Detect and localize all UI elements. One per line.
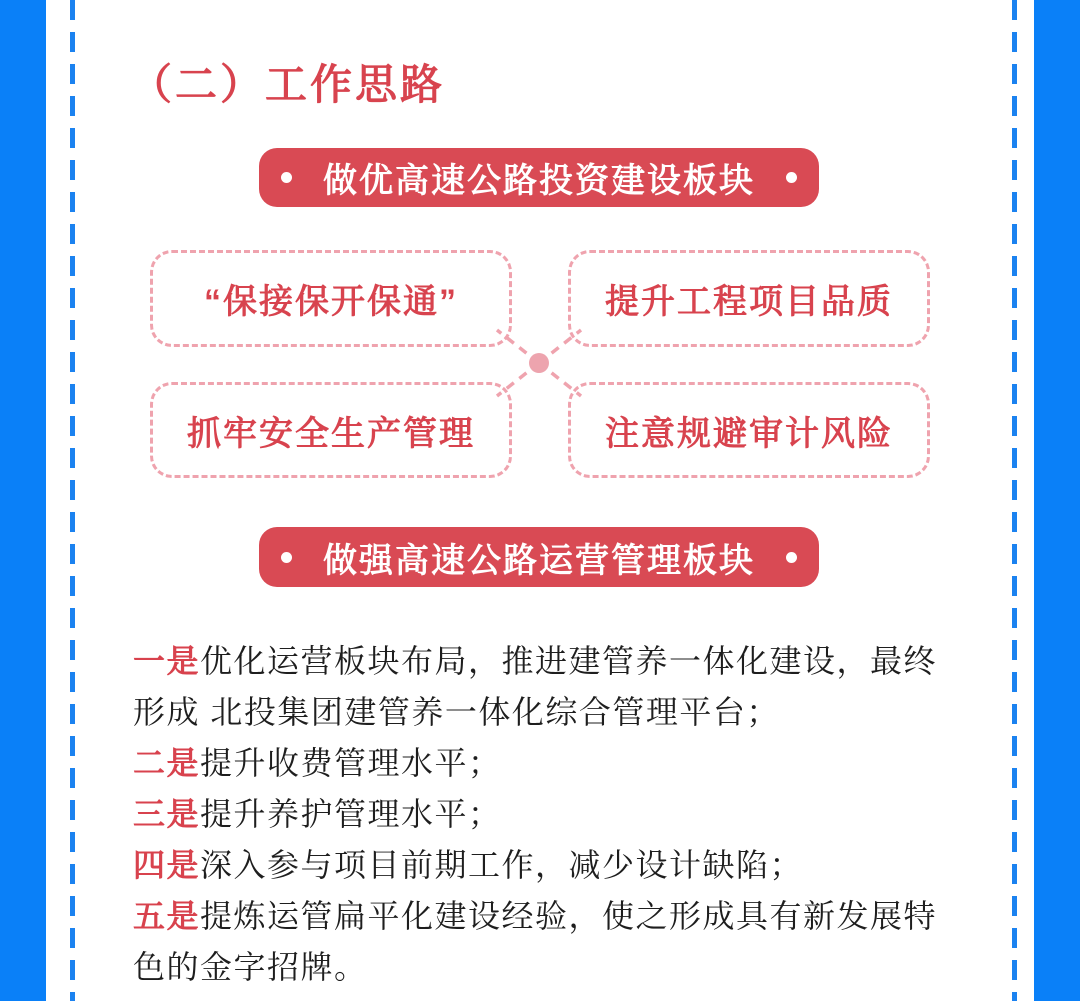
feature-box-label: 提升工程项目品质 (605, 283, 893, 321)
paragraph-lead: 五是 (133, 898, 201, 934)
banner-operation-management (259, 527, 819, 587)
feature-box-label: “保接保开保通” (204, 283, 458, 321)
feature-box-baojie (150, 250, 512, 347)
paragraph-item (133, 636, 953, 738)
bullet-dot-icon (786, 172, 797, 183)
work-plan-paragraphs (133, 636, 953, 993)
right-dashed-line (1012, 0, 1017, 1001)
feature-box-label: 抓牢安全生产管理 (187, 414, 475, 453)
paragraph-text: 深入参与项目前期工作，减少设计缺陷； (200, 847, 804, 883)
paragraph-lead: 四是 (133, 847, 201, 883)
bullet-dot-icon (786, 552, 797, 563)
paragraph-item (133, 789, 953, 840)
paragraph-lead: 一是 (133, 643, 201, 679)
paragraph-text: 提升收费管理水平； (200, 745, 502, 781)
paragraph-lead: 二是 (133, 745, 201, 781)
paragraph-item (133, 891, 953, 993)
feature-box-audit-risk (568, 382, 930, 478)
banner-investment-construction (259, 148, 819, 207)
bullet-dot-icon (281, 172, 292, 183)
right-blue-rail (1034, 0, 1080, 1001)
bullet-dot-icon (281, 552, 292, 563)
center-dot-icon (529, 353, 549, 373)
feature-box-label: 注意规避审计风险 (605, 414, 893, 453)
paragraph-text: 优化运营板块布局，推进建管养一体化建设，最终形成 北投集团建管养一体化综合管理平台； (133, 643, 938, 730)
section-title: （二）工作思路 (130, 61, 446, 108)
feature-box-safety-production (150, 382, 512, 478)
left-dashed-line (70, 0, 75, 1001)
left-blue-rail (0, 0, 46, 1001)
paragraph-text: 提升养护管理水平； (200, 796, 502, 832)
banner-label: 做优高速公路投资建设板块 (323, 162, 755, 200)
paragraph-text: 提炼运管扁平化建设经验，使之形成具有新发展特色的金字招牌。 (133, 898, 938, 985)
center-connector-diagram (470, 310, 610, 416)
paragraph-lead: 三是 (133, 796, 201, 832)
paragraph-item (133, 738, 953, 789)
banner-label: 做强高速公路运营管理板块 (323, 541, 755, 580)
paragraph-item (133, 840, 953, 891)
feature-box-project-quality (568, 250, 930, 347)
